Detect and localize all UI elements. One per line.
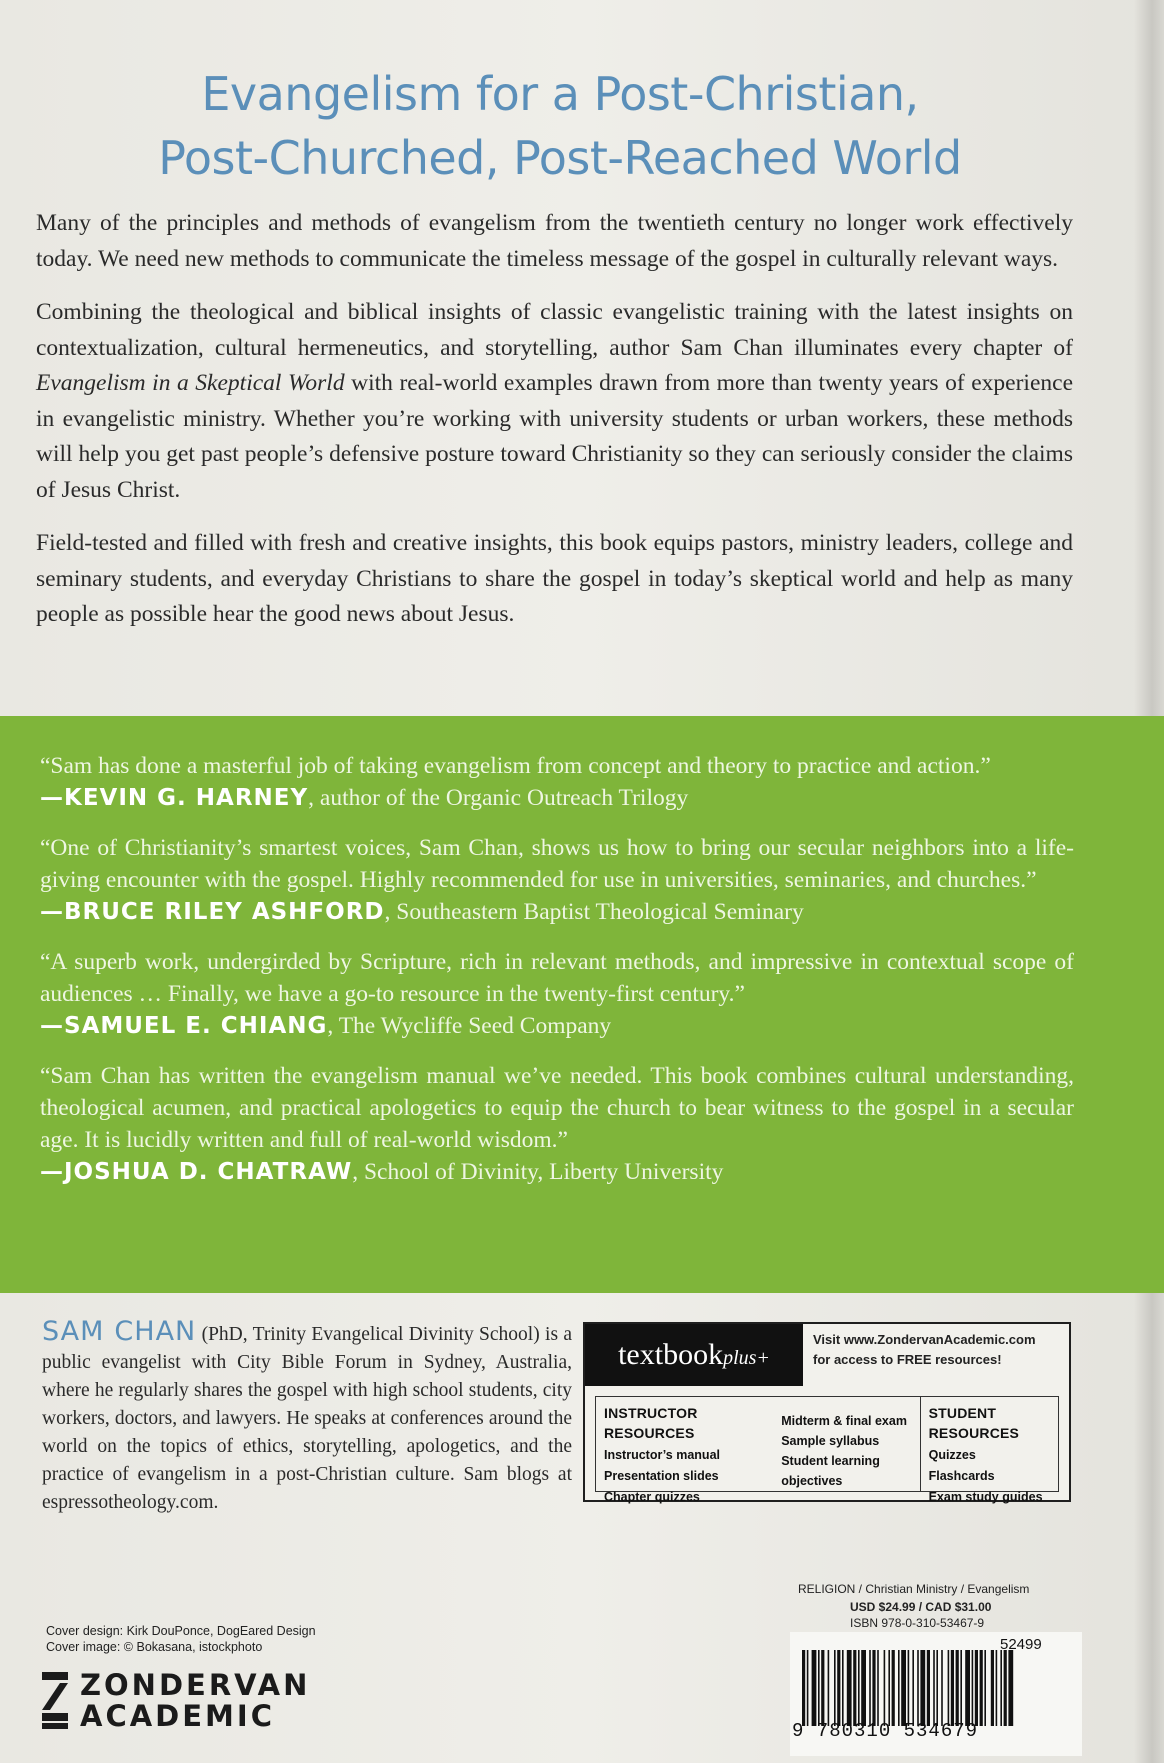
barcode-bar [1000, 1650, 1002, 1726]
endorser-name: —BRUCE RILEY ASHFORD [40, 899, 385, 925]
barcode-bar [956, 1650, 959, 1726]
endorsement-quote: “A superb work, undergirded by Scripture, rich in relevant methods, and impressive in contextual scope of audiences … Finally, we have a go-to resource in the twenty-first century.” [40, 949, 1074, 1007]
endorsement [40, 1060, 1074, 1188]
barcode-bar [861, 1650, 866, 1726]
cover-design-credit: Cover design: Kirk DouPonce, DogEared Design [46, 1624, 316, 1638]
bisac-category: RELIGION / Christian Ministry / Evangelism [798, 1582, 1030, 1596]
barcode-bar [884, 1650, 886, 1726]
resource-item: Exam study guides [928, 1490, 1043, 1504]
barcode-bar [807, 1650, 809, 1726]
endorser-name: —JOSHUA D. CHATRAW [40, 1159, 353, 1185]
barcode-bar [980, 1650, 983, 1726]
barcode-bar [1004, 1650, 1007, 1726]
endorsement-attribution [40, 1156, 1074, 1188]
endorsement-attribution [40, 896, 1074, 928]
endorser-affiliation: , School of Divinity, Liberty University [352, 1159, 724, 1185]
headline [60, 62, 1060, 190]
instructor-resources-more [773, 1397, 920, 1491]
barcode-bar [984, 1650, 986, 1726]
barcode-bar [920, 1650, 925, 1726]
cover-credits [46, 1623, 316, 1655]
visit-line-1: Visit www.ZondervanAcademic.com [813, 1332, 1036, 1347]
endorser-affiliation: , The Wycliffe Seed Company [327, 1013, 612, 1039]
endorsement-quote: “Sam Chan has written the evangelism manual we’ve needed. This book combines cultural understanding, theological acumen, and practical apologetics to equip the church to bear witness to the gospel in a secular age. It is lucidly written and full of real-world wisdom.” [40, 1063, 1074, 1153]
description-paragraph-2 [36, 295, 1073, 508]
description-paragraph-1: Many of the principles and methods of evangelism from the twentieth century no longer work effectively today. We need new methods to communicate the timeless message of the gospel in culturally relevant ways. [36, 210, 1073, 272]
publisher-line-1: ZONDERVAN [80, 1668, 311, 1702]
barcode-bar [1008, 1650, 1013, 1726]
barcode-bar [948, 1650, 950, 1726]
description [36, 206, 1073, 651]
resource-item: Sample syllabus [781, 1434, 880, 1448]
barcode-digits: 9 780310 534679 [792, 1720, 979, 1742]
endorsements [40, 750, 1074, 1206]
price: USD $24.99 / CAD $31.00 [850, 1600, 992, 1614]
barcode-bar [975, 1650, 978, 1726]
endorsement [40, 832, 1074, 928]
cover-image-credit: Cover image: © Bokasana, istockphoto [46, 1640, 263, 1654]
barcode-bars [802, 1650, 1078, 1726]
description-p2-start: Combining the theological and biblical insights of classic evangelistic training with the latest insights on contextualization, cultural hermeneutics, and storytelling, author Sam Chan illuminates every chapter of [36, 299, 1073, 361]
textbookplus-visit [813, 1330, 1063, 1370]
endorsement-attribution [40, 1010, 1074, 1042]
endorsement-attribution [40, 782, 1074, 814]
barcode-bar [965, 1650, 970, 1726]
description-paragraph-3: Field-tested and filled with fresh and creative insights, this book equips pastors, ministry leaders, college and seminary students, and everyday Christians to share the gospel in today’s skeptical world and help as many people as possible hear the good news about Jesus. [36, 530, 1073, 627]
endorsement-quote: “One of Christianity’s smartest voices, Sam Chan, shows us how to bring our secular neighbors into a life-giving encounter with the gospel. Highly recommended for use in universities, seminaries, and churches.” [40, 835, 1074, 893]
book-title-italic: Evangelism in a Skeptical World [36, 370, 345, 396]
endorsement [40, 946, 1074, 1042]
barcode-bar [872, 1650, 875, 1726]
author-bio-text: (PhD, Trinity Evangelical Divinity School) is a public evangelist with City Bible Forum in Sydney, Australia, where he regularly shares the gospel with high school students, city workers, doctors, and lawyers. He speaks at conferences around the world on the topics of ethics, storytelling, apologetics, and the practice of evangelism in a post-Christian culture. Sam blogs at espressotheology.com. [42, 1324, 573, 1513]
description-p2-end: with real-world examples drawn from more than twenty years of experience in evangelistic ministry. Whether you’re working with university students or urban workers, these methods will help you get past people’s defensive posture toward Christianity so they can seriously consider the claims of Jesus Christ. [36, 370, 1073, 503]
barcode-bar [821, 1650, 824, 1726]
endorser-affiliation: , author of the Organic Outreach Trilogy [308, 785, 689, 811]
barcode-bar [834, 1650, 836, 1726]
barcode-bar [853, 1650, 856, 1726]
resources-table [595, 1396, 1059, 1504]
barcode-bar [842, 1650, 844, 1726]
instructor-resources [596, 1397, 773, 1504]
barcode-bar [847, 1650, 852, 1726]
barcode-bar [960, 1650, 962, 1726]
barcode-bar [802, 1650, 805, 1726]
barcode-bar [951, 1650, 954, 1726]
resource-item: Flashcards [928, 1469, 995, 1483]
barcode-bar [901, 1650, 906, 1726]
resource-item: Chapter quizzes [604, 1490, 700, 1504]
textbookplus-header [585, 1324, 1069, 1386]
publisher-name [80, 1670, 310, 1732]
textbookplus-logo-plus: plus+ [723, 1347, 770, 1369]
barcode-bar [996, 1650, 998, 1726]
barcode-bar [927, 1650, 930, 1726]
barcode-addon-number: 52499 [1000, 1636, 1042, 1653]
barcode-bar [818, 1650, 820, 1726]
resource-item: Student learning objectives [781, 1454, 880, 1488]
textbookplus-logo [585, 1324, 803, 1386]
barcode-bar [892, 1650, 895, 1726]
instructor-heading: INSTRUCTOR RESOURCES [604, 1405, 698, 1441]
endorsement-quote: “Sam has done a masterful job of taking evangelism from concept and theory to practice and action.” [40, 753, 991, 779]
student-heading: STUDENT RESOURCES [928, 1405, 1020, 1441]
barcode-bar [917, 1650, 919, 1726]
endorsement [40, 750, 1074, 814]
zondervan-z-icon [42, 1672, 70, 1730]
headline-line-1: Evangelism for a Post-Christian, [201, 67, 919, 121]
barcode-bar [828, 1650, 830, 1726]
barcode-bar [908, 1650, 910, 1726]
visit-line-2: for access to FREE resources! [813, 1352, 1002, 1367]
endorser-name: —SAMUEL E. CHIANG [40, 1013, 328, 1039]
headline-line-2: Post-Churched, Post-Reached World [158, 131, 962, 185]
resource-item: Quizzes [928, 1448, 976, 1462]
student-resources [921, 1397, 1058, 1504]
barcode-bar [888, 1650, 890, 1726]
barcode-bar [837, 1650, 840, 1726]
resource-item: Presentation slides [604, 1469, 719, 1483]
barcode-bar [877, 1650, 879, 1726]
barcode-bar [972, 1650, 974, 1726]
publisher-line-2: ACADEMIC [80, 1699, 275, 1733]
resource-item: Midterm & final exam [781, 1414, 907, 1428]
endorser-name: —KEVIN G. HARNEY [40, 785, 309, 811]
barcode-bar [812, 1650, 817, 1726]
barcode-bar [936, 1650, 938, 1726]
barcode-bar [991, 1650, 994, 1726]
barcode-bar [941, 1650, 943, 1726]
endorser-affiliation: , Southeastern Baptist Theological Seminary [384, 899, 804, 925]
textbookplus-logo-main: textbook [618, 1338, 724, 1371]
barcode-bar [898, 1650, 900, 1726]
isbn: ISBN 978-0-310-53467-9 [850, 1616, 985, 1630]
barcode-bar [858, 1650, 860, 1726]
resource-item: Instructor’s manual [604, 1448, 720, 1462]
barcode-bar [912, 1650, 914, 1726]
barcode-bar [869, 1650, 871, 1726]
textbookplus-box [583, 1322, 1071, 1502]
barcode-bar [933, 1650, 935, 1726]
author-bio [42, 1318, 572, 1517]
author-name: SAM CHAN [42, 1316, 197, 1347]
